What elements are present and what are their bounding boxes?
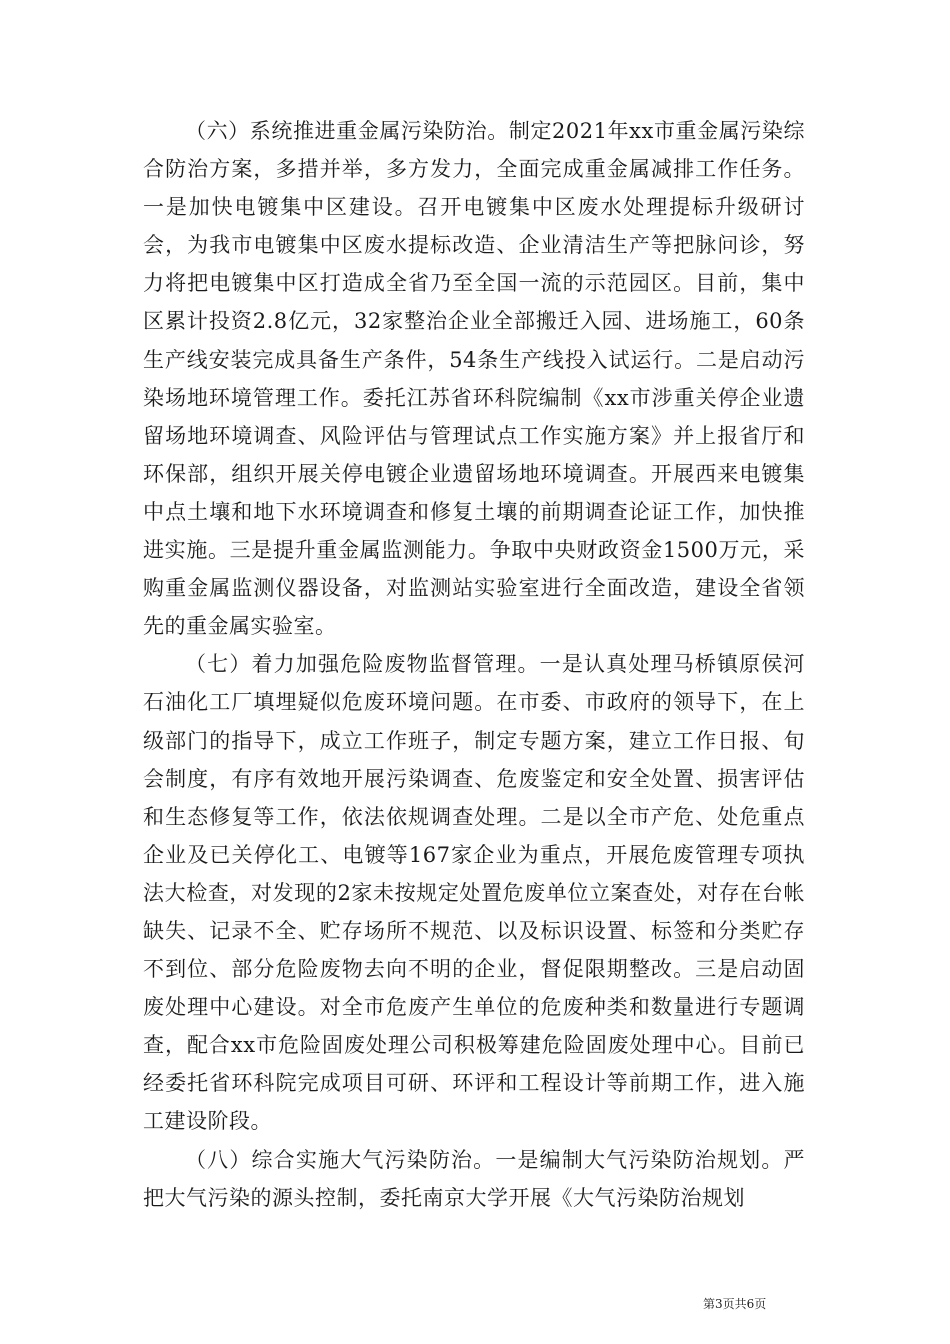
document-body bbox=[143, 112, 805, 1217]
page-number-footer: 第3页共6页 bbox=[703, 1297, 767, 1311]
paragraph-air-pollution: （八）综合实施大气污染防治。一是编制大气污染防治规划。严把大气污染的源头控制，委托南京大学开展《大气污染防治规划 bbox=[143, 1147, 805, 1210]
paragraph-hazardous-waste: （七）着力加强危险废物监督管理。一是认真处理马桥镇原侯河石油化工厂填埋疑似危废环境问题。在市委、市政府的领导下，在上级部门的指导下，成立工作班子，制定专题方案，建立工作日报、旬会制度，有序有效地开展污染调查、危废鉴定和安全处置、损害评估和生态修复等工作，依法依规调查处理。二是以全市产危、处危重点企业及已关停化工、电镀等167家企业为重点，开展危废管理专项执法大检查，对发现的2家未按规定处置危废单位立案查处，对存在台帐缺失、记录不全、贮存场所不规范、以及标识设置、标签和分类贮存不到位、部分危险废物去向不明的企业，督促限期整改。三是启动固废处理中心建设。对全市危废产生单位的危废种类和数量进行专题调查，配合xx市危险固废处理公司积极筹建危险固废处理中心。目前已经委托省环科院完成项目可研、环评和工程设计等前期工作，进入施工建设阶段。 bbox=[143, 652, 805, 1134]
paragraph-heavy-metal: （六）系统推进重金属污染防治。制定2021年xx市重金属污染综合防治方案，多措并举，多方发力，全面完成重金属减排工作任务。一是加快电镀集中区建设。召开电镀集中区废水处理提标升级研讨会，为我市电镀集中区废水提标改造、企业清洁生产等把脉问诊，努力将把电镀集中区打造成全省乃至全国一流的示范园区。目前，集中区累计投资2.8亿元，32家整治企业全部搬迁入园、进场施工，60条生产线安装完成具备生产条件，54条生产线投入试运行。二是启动污染场地环境管理工作。委托江苏省环科院编制《xx市涉重关停企业遗留场地环境调查、风险评估与管理试点工作实施方案》并上报省厅和环保部，组织开展关停电镀企业遗留场地环境调查。开展西来电镀集中点土壤和地下水环境调查和修复土壤的前期调查论证工作，加快推进实施。三是提升重金属监测能力。争取中央财政资金1500万元，采购重金属监测仪器设备，对监测站实验室进行全面改造，建设全省领先的重金属实验室。 bbox=[143, 119, 805, 639]
